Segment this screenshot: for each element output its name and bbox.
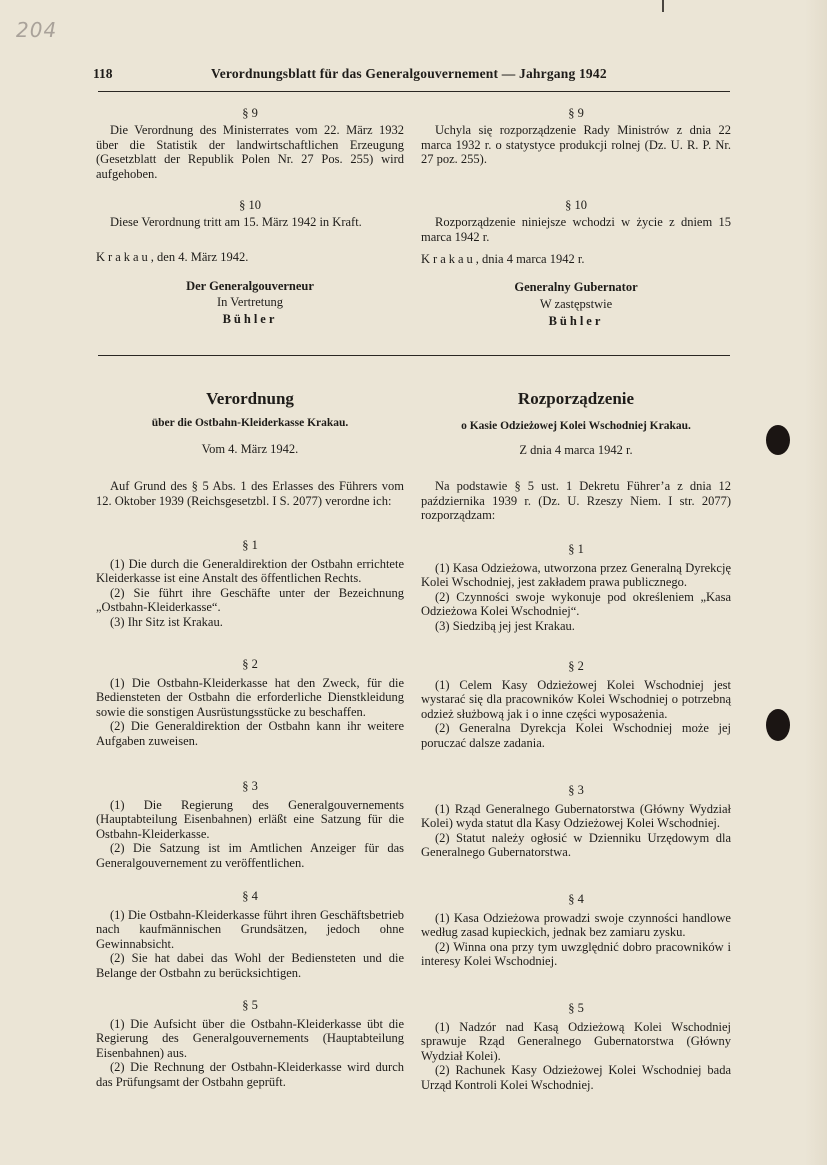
section-text: Diese Verordnung tritt am 15. März 1942 in Kraft. — [110, 215, 362, 229]
section-paragraph: (2) Die Rechnung der Ostbahn-Kleiderkasse wird durch das Prüfungsamt der Ostbahn geprüft. — [96, 1060, 404, 1089]
section-2 — [421, 659, 731, 750]
decree-subtitle: über die Ostbahn-Kleiderkasse Krakau. — [151, 417, 349, 429]
signature-role: In Vertretung — [216, 295, 284, 309]
section-paragraph: (1) Die Regierung des Generalgouvernements (Hauptabteilung Eisenbahnen) erläßt eine Satzung für die Ostbahn-Kleiderkasse. — [96, 797, 404, 841]
section-heading: § 3 — [568, 783, 584, 797]
section-heading: § 5 — [568, 1001, 584, 1015]
section-3 — [96, 779, 404, 870]
section-paragraph: (2) Czynności swoje wykonuje pod określeniem „Kasa Odzieżowa Kolei Wschodniej“. — [421, 589, 731, 618]
section-paragraph: (1) Kasa Odzieżowa, utworzona przez Generalną Dyrekcję Kolei Wschodniej, jest zakładem prawa publicznego. — [421, 560, 731, 589]
decree-preamble: Auf Grund des § 5 Abs. 1 des Erlasses des Führers vom 12. Oktober 1939 (Reichsgesetzbl. I S. 2077) verordne ich: — [96, 479, 404, 508]
decree-title: Rozporządzenie — [517, 389, 635, 408]
section-heading: § 10 — [239, 198, 261, 212]
section-heading: § 9 — [242, 106, 258, 120]
section-paragraph: (2) Sie führt ihre Geschäfte unter der Bezeichnung „Ostbahn-Kleiderkasse“. — [96, 585, 404, 614]
section-paragraph: (1) Die Ostbahn-Kleiderkasse führt ihren Geschäftsbetrieb nach kaufmännischen Grundsätzen, jedoch ohne Gewinnabsicht. — [96, 907, 404, 951]
ink-mark — [662, 0, 664, 12]
signature-name: Bühler — [548, 314, 604, 328]
section-paragraph: (1) Kasa Odzieżowa prowadzi swoje czynności handlowe według zasad kupieckich, jednak bez zamiaru zysku. — [421, 910, 731, 939]
section-paragraph: (1) Celem Kasy Odzieżowej Kolei Wschodniej jest wystarać się dla pracowników Kolei Wschodniej o potrzebną odzież służbową jak i o inne części wyposażenia. — [421, 677, 731, 721]
section-paragraph: (2) Winna ona przy tym uwzględnić dobro pracowników i interesy Kolei Wschodniej. — [421, 939, 731, 968]
section-paragraph: (3) Ihr Sitz ist Krakau. — [110, 614, 223, 629]
section-paragraph: (2) Die Generaldirektion der Ostbahn kann ihr weitere Aufgaben zuweisen. — [96, 719, 404, 748]
section-divider — [98, 355, 730, 356]
section-1 — [96, 538, 404, 629]
decree-date: Vom 4. März 1942. — [201, 442, 299, 456]
section-1 — [421, 542, 731, 633]
section-5 — [96, 998, 404, 1089]
place-date-line — [96, 250, 404, 265]
header-rule — [98, 91, 730, 92]
top-left-column — [96, 106, 404, 336]
place-date-line — [421, 252, 731, 267]
section-paragraph: (3) Siedzibą jej jest Krakau. — [435, 618, 575, 633]
section-heading: § 9 — [568, 106, 584, 120]
section-heading: § 4 — [568, 892, 584, 906]
page-header — [93, 66, 733, 86]
decree-left-column — [96, 389, 404, 1092]
decree-right-column — [421, 389, 731, 1092]
section-heading: § 4 — [242, 889, 258, 903]
section-heading: § 3 — [242, 779, 258, 793]
section-3 — [421, 783, 731, 860]
section-paragraph: (2) Statut należy ogłosić w Dzienniku Urzędowym dla Generalnego Gubernatorstwa. — [421, 830, 731, 859]
section-paragraph: (1) Rząd Generalnego Gubernatorstwa (Główny Wydział Kolei) wyda statut dla Kasy Odzieżowej Kolei Wschodniej. — [421, 801, 731, 830]
section-paragraph: (1) Die Aufsicht über die Ostbahn-Kleiderkasse übt die Regierung des Generalgouvernements (Hauptabteilung Eisenbahnen) aus. — [96, 1016, 404, 1060]
section-2 — [96, 657, 404, 748]
place-name: Krakau — [421, 252, 476, 266]
section-paragraph: (1) Die Ostbahn-Kleiderkasse hat den Zweck, für die Bediensteten der Ostbahn die erforderliche Dienstkleidung sowie die sonstigen Ausrüstungsstücke zu beschaffen. — [96, 675, 404, 719]
decree-subtitle: o Kasie Odzieżowej Kolei Wschodniej Krakau. — [461, 420, 691, 432]
section-4 — [421, 892, 731, 969]
page-number: 118 — [93, 66, 113, 81]
decree-title: Verordnung — [206, 389, 294, 408]
section-paragraph: (1) Die durch die Generaldirektion der Ostbahn errichtete Kleiderkasse ist eine Anstalt des öffentlichen Rechts. — [96, 556, 404, 585]
section-text: Uchyla się rozporządzenie Rady Ministrów z dnia 22 marca 1932 r. o statystyce produkcji rolnej (Dz. U. R. P. Nr. 27 poz. 255). — [421, 123, 731, 166]
decree-preamble: Na podstawie § 5 ust. 1 Dekretu Führer’a z dnia 12 października 1939 r. (Dz. U. Rzeszy Niem. I str. 2077) rozporządzam: — [421, 479, 731, 522]
section-5 — [421, 1001, 731, 1092]
pencil-annotation: 204 — [16, 18, 58, 42]
section-paragraph: (2) Generalna Dyrekcja Kolei Wschodniej może jej poruczać dalsze zadania. — [421, 721, 731, 750]
section-paragraph: (2) Rachunek Kasy Odzieżowej Kolei Wschodniej bada Urząd Kontroli Kolei Wschodniej. — [421, 1063, 731, 1092]
section-heading: § 1 — [568, 542, 584, 556]
publication-title: Verordnungsblatt für das Generalgouvernement — Jahrgang 1942 — [211, 66, 607, 81]
place-date: , dnia 4 marca 1942 r. — [475, 252, 585, 266]
section-paragraph: (1) Nadzór nad Kasą Odzieżową Kolei Wschodniej sprawuje Rząd Generalnego Gubernatorstwa (Główny Wydział Kolei). — [421, 1019, 731, 1063]
signature-role: W zastępstwie — [539, 297, 613, 311]
signature-name: Bühler — [222, 312, 278, 326]
binding-hole-mark — [766, 709, 790, 741]
section-heading: § 10 — [565, 198, 587, 212]
decree-date: Z dnia 4 marca 1942 r. — [519, 443, 633, 457]
place-name: Krakau — [96, 250, 151, 264]
section-heading: § 2 — [242, 657, 258, 671]
section-text: Rozporządzenie niniejsze wchodzi w życie z dniem 15 marca 1942 r. — [421, 215, 731, 244]
place-date: , den 4. März 1942. — [150, 250, 249, 264]
signature-title: Generalny Gubernator — [514, 280, 638, 294]
page-edge — [805, 0, 827, 1165]
section-text: Die Verordnung des Ministerrates vom 22. März 1932 über die Statistik der landwirtschaftlichen Erzeugung (Gesetzblatt der Republik Polen Nr. 27 Pos. 255) wird aufgehoben. — [96, 123, 404, 181]
section-heading: § 1 — [242, 538, 258, 552]
signature-title: Der Generalgouverneur — [186, 279, 314, 293]
section-paragraph: (2) Sie hat dabei das Wohl der Bediensteten und die Belange der Ostbahn zu berücksichtigen. — [96, 951, 404, 980]
section-heading: § 2 — [568, 659, 584, 673]
section-paragraph: (2) Die Satzung ist im Amtlichen Anzeiger für das Generalgouvernement zu veröffentlichen. — [96, 841, 404, 870]
top-right-column — [421, 106, 731, 336]
binding-hole-mark — [766, 425, 790, 455]
section-4 — [96, 889, 404, 980]
section-heading: § 5 — [242, 998, 258, 1012]
